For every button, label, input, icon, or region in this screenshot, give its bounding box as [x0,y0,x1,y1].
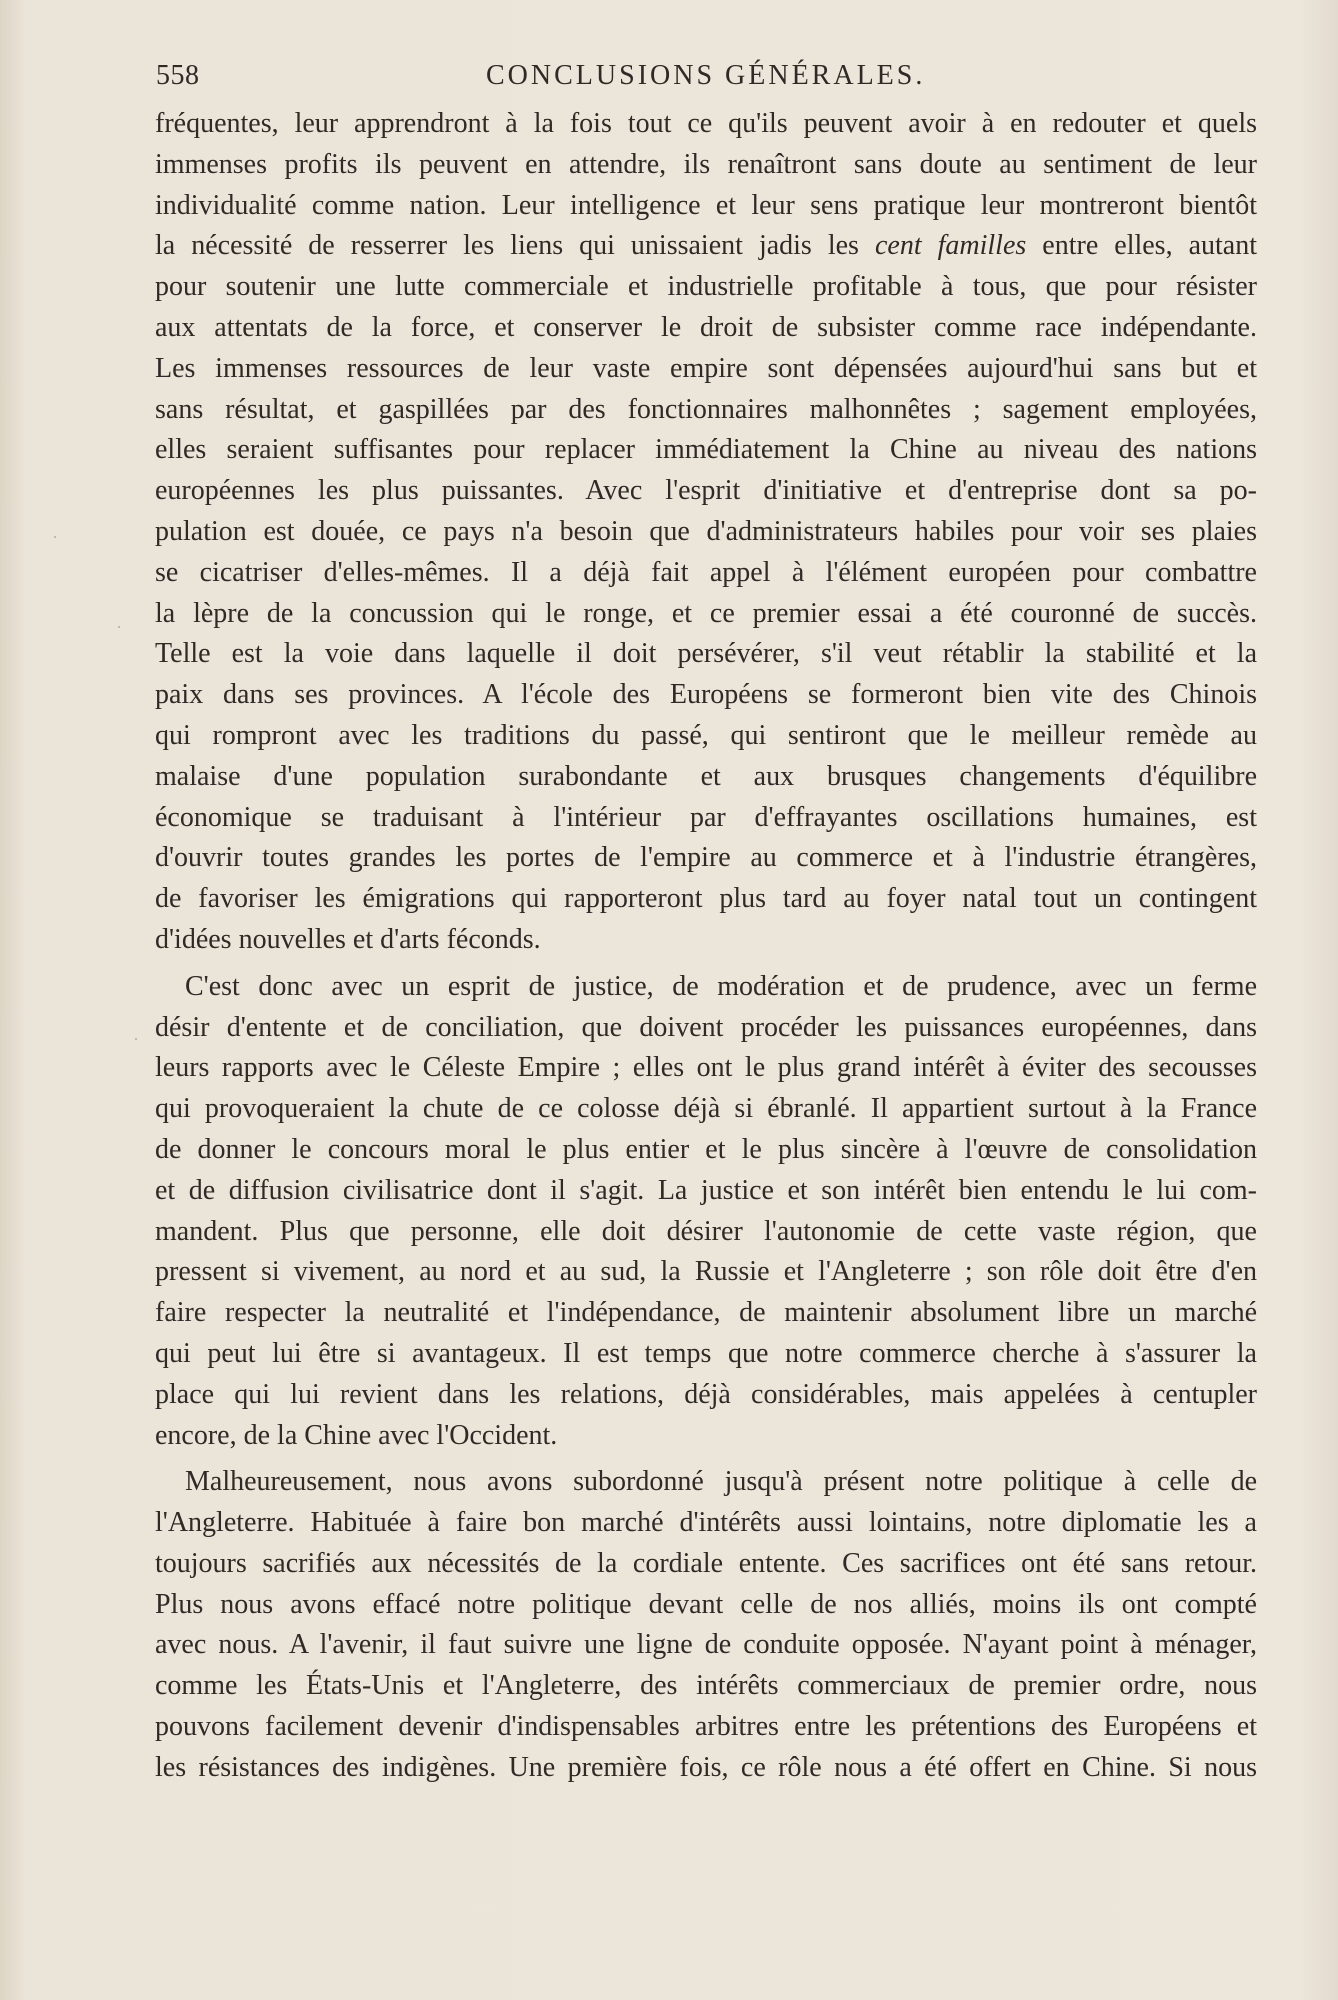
text-line: C'est donc avec un esprit de justice, de modération et de prudence, avec un ferme [185,970,1257,1002]
page-number: 558 [156,60,200,91]
text-line: économique se traduisant à l'intérieur par d'effrayantes oscillations humaines, est [155,801,1257,833]
text-line: leurs rapports avec le Céleste Empire ; elles ont le plus grand intérêt à éviter des secousses [155,1052,1257,1084]
paper-speck [54,536,56,538]
text-line: pouvons facilement devenir d'indispensables arbitres entre les prétentions des Européens et [155,1711,1257,1743]
text-line: pour soutenir une lutte commerciale et industrielle profitable à tous, que pour résister [155,271,1257,303]
text-line: pulation est douée, ce pays n'a besoin que d'administrateurs habiles pour voir ses plaies [155,515,1257,547]
text-line: de donner le concours moral le plus entier et le plus sincère à l'œuvre de consolidation [155,1133,1257,1165]
text-line: comme les États-Unis et l'Angleterre, des intérêts commerciaux de premier ordre, nous [155,1670,1257,1702]
text-line: immenses profits ils peuvent en attendre, ils renaîtront sans doute au sentiment de leur [155,148,1257,180]
body-text [155,104,1257,1789]
text-line: elles seraient suffisantes pour replacer immédiatement la Chine au niveau des nations [155,434,1257,466]
text-line: mandent. Plus que personne, elle doit désirer l'autonomie de cette vaste région, que [155,1215,1257,1247]
text-line: Malheureusement, nous avons subordonné jusqu'à présent notre politique à celle de [185,1466,1257,1498]
text-line-with-italic [155,226,1257,267]
text-line: l'Angleterre. Habituée à faire bon marché d'intérêts aussi lointains, notre diplomatie les a [155,1507,1257,1539]
text-line: d'idées nouvelles et d'arts féconds. [155,923,541,955]
text-line: encore, de la Chine avec l'Occident. [155,1419,558,1451]
text-line: qui peut lui être si avantageux. Il est temps que notre commerce cherche à s'assurer la [155,1337,1257,1369]
text-line: pressent si vivement, au nord et au sud, la Russie et l'Angleterre ; son rôle doit être d'en [155,1256,1257,1288]
text-line: qui rompront avec les traditions du passé, qui sentiront que le meilleur remède au [155,719,1257,751]
text-line: fréquentes, leur apprendront à la fois tout ce qu'ils peuvent avoir à en redouter et quels [155,108,1257,139]
text-segment: entre elles, autant [1042,230,1258,262]
text-line: européennes les plus puissantes. Avec l'esprit d'initiative et d'entreprise dont sa po- [155,475,1257,507]
text-line: malaise d'une population surabondante et aux brusques changements d'équilibre [155,760,1257,792]
text-line: la lèpre de la concussion qui le ronge, et ce premier essai a été couronné de succès. [155,597,1257,629]
text-line: Plus nous avons effacé notre politique devant celle de nos alliés, moins ils ont compté [155,1588,1257,1620]
text-line: de favoriser les émigrations qui rapporteront plus tard au foyer natal tout un contingent [155,883,1257,915]
running-title: CONCLUSIONS GÉNÉRALES. [486,60,926,91]
text-line: d'ouvrir toutes grandes les portes de l'empire au commerce et à l'industrie étrangères, [155,842,1257,874]
text-line: Les immenses ressources de leur vaste empire sont dépensées aujourd'hui sans but et [155,352,1257,384]
text-line: avec nous. A l'avenir, il faut suivre une ligne de conduite opposée. N'ayant point à ménager, [155,1629,1257,1661]
text-line: faire respecter la neutralité et l'indépendance, de maintenir absolument libre un marché [155,1297,1257,1329]
paragraph-1 [155,104,1257,961]
paragraph-3 [155,1462,1257,1788]
text-line: se cicatriser d'elles-mêmes. Il a déjà fait appel à l'élément européen pour combattre [155,556,1257,588]
paper-speck [118,626,120,628]
text-line: les résistances des indigènes. Une première fois, ce rôle nous a été offert en Chine. Si nous [155,1751,1257,1783]
text-line: individualité comme nation. Leur intelligence et leur sens pratique leur montreront bientôt [155,189,1257,221]
italic-phrase: cent familles [874,230,1027,262]
paragraph-2 [155,967,1257,1457]
text-line: Telle est la voie dans laquelle il doit persévérer, s'il veut rétablir la stabilité et la [155,638,1257,670]
text-segment: la nécessité de resserrer les liens qui unissaient jadis les [155,230,859,262]
text-line: et de diffusion civilisatrice dont il s'agit. La justice et son intérêt bien entendu le lui com- [155,1174,1257,1206]
text-line: paix dans ses provinces. A l'école des Européens se formeront bien vite des Chinois [155,679,1257,711]
page-header [156,52,1246,98]
text-line: toujours sacrifiés aux nécessités de la cordiale entente. Ces sacrifices ont été sans retour. [155,1547,1257,1579]
text-line: désir d'entente et de conciliation, que doivent procéder les puissances européennes, dans [155,1011,1257,1043]
text-line: sans résultat, et gaspillées par des fonctionnaires malhonnêtes ; sagement employées, [155,393,1257,425]
paper-speck [135,1038,137,1040]
text-line: place qui lui revient dans les relations, déjà considérables, mais appelées à centupler [155,1378,1257,1410]
text-line: aux attentats de la force, et conserver le droit de subsister comme race indépendante. [155,311,1257,343]
text-line: qui provoqueraient la chute de ce colosse déjà si ébranlé. Il appartient surtout à la France [155,1093,1257,1125]
